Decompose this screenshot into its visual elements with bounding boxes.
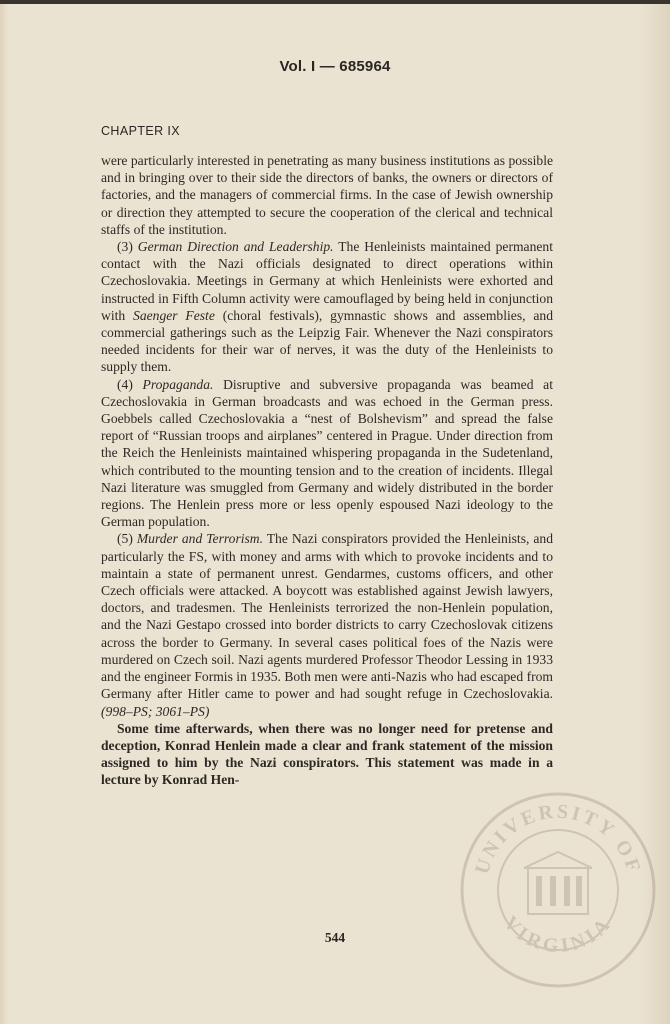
running-head: Vol. I — 685964: [279, 58, 391, 75]
paragraph-propaganda: [101, 376, 553, 531]
page-number: 544: [324, 930, 346, 945]
paragraph-number: (4): [117, 376, 133, 392]
paragraph-number: (5): [117, 531, 133, 547]
body-text: [101, 152, 553, 789]
paragraph-text: were particularly interested in penetrating as many business institutions as possible and in bringing over to their side the directors of banks, the owners or directors of factories, and the managers of commercial firms. In the case of Jewish ownership or direction they attempted to secure the cooperation of the clerical and technical staffs of the institution.: [101, 153, 553, 237]
document-citation: (998–PS; 3061–PS): [101, 703, 210, 719]
paragraph-number: (3): [117, 239, 133, 255]
paragraph-heading: Murder and Terrorism.: [136, 531, 264, 547]
paragraph-text: The Nazi conspirators provided the Henleinists, and particularly the FS, with money and arms with which to provoke incidents and to maintain a state of permanent unrest. Gendarmes, customs officers, and other Czech officials were attacked. A boycott was established against Jewish lawyers, doctors, and tradesmen. The Henleinists terrorized the non-Henlein population, and the Nazi Gestapo crossed into border districts to carry Czechoslovak citizens across the border to Germany. In several cases political foes of the Nazis were murdered on Czech soil. Nazi agents murdered Professor Theodor Lessing in 1933 and the engineer Formis in 1935. Both men were anti-Nazis who had escaped from Germany after Hitler came to power and had sought refuge in Czechoslovakia.: [101, 531, 553, 702]
page-top-edge: [0, 0, 670, 4]
paragraph-text: (choral festivals), gymnastic shows and assemblies, and commercial gatherings such as the Leipzig Fair. Whenever the Nazi conspirators needed incidents for their war of nerves, it was the duty of the Henleinists to supply them.: [101, 307, 553, 375]
paragraph-text: The Henleinists maintained permanent contact with the Nazi officials designated to direct operations within Czechoslovakia. Meetings in Germany at which Henleinists were exhorted and instructed in Fifth Column activity were camouflaged by being held in conjunction with: [101, 239, 553, 323]
paragraph-henlein-statement: [101, 720, 553, 789]
svg-text:UNIVERSITY OF: UNIVERSITY OF: [470, 800, 646, 878]
svg-text:VIRGINIA: VIRGINIA: [499, 911, 617, 958]
paragraph-text: Some time afterwards, when there was no longer need for pretense and deception, Konrad Henlein made a clear and frank statement of the mission assigned to him by the Nazi conspirators. This statement was made in a lecture by Konrad Hen-: [101, 720, 553, 788]
italic-term: Saenger Feste: [133, 307, 215, 323]
paragraph-continuation: [101, 152, 553, 238]
university-seal-icon: [458, 790, 658, 990]
paragraph-heading: Propaganda.: [142, 376, 214, 392]
paragraph-text: Disruptive and subversive propaganda was beamed at Czechoslovakia in German broadcasts and was echoed in the German press. Goebbels called Czechoslovakia a “nest of Bolshevism” and spread the false report of “Russian troops and airplanes” centered in Prague. Under direction from the Reich the Henleinists maintained whispering propaganda in the Sudetenland, which contributed to the mounting tension and to the creation of incidents. Illegal Nazi literature was smuggled from Germany and widely distributed in the border regions. The Henlein press more or less openly espoused Nazi ideology to the German population.: [101, 376, 553, 530]
chapter-label: CHAPTER IX: [101, 124, 181, 138]
paragraph-heading: German Direction and Leadership.: [137, 239, 334, 255]
paragraph-murder-terrorism: [101, 530, 553, 719]
paragraph-german-direction: [101, 238, 553, 376]
